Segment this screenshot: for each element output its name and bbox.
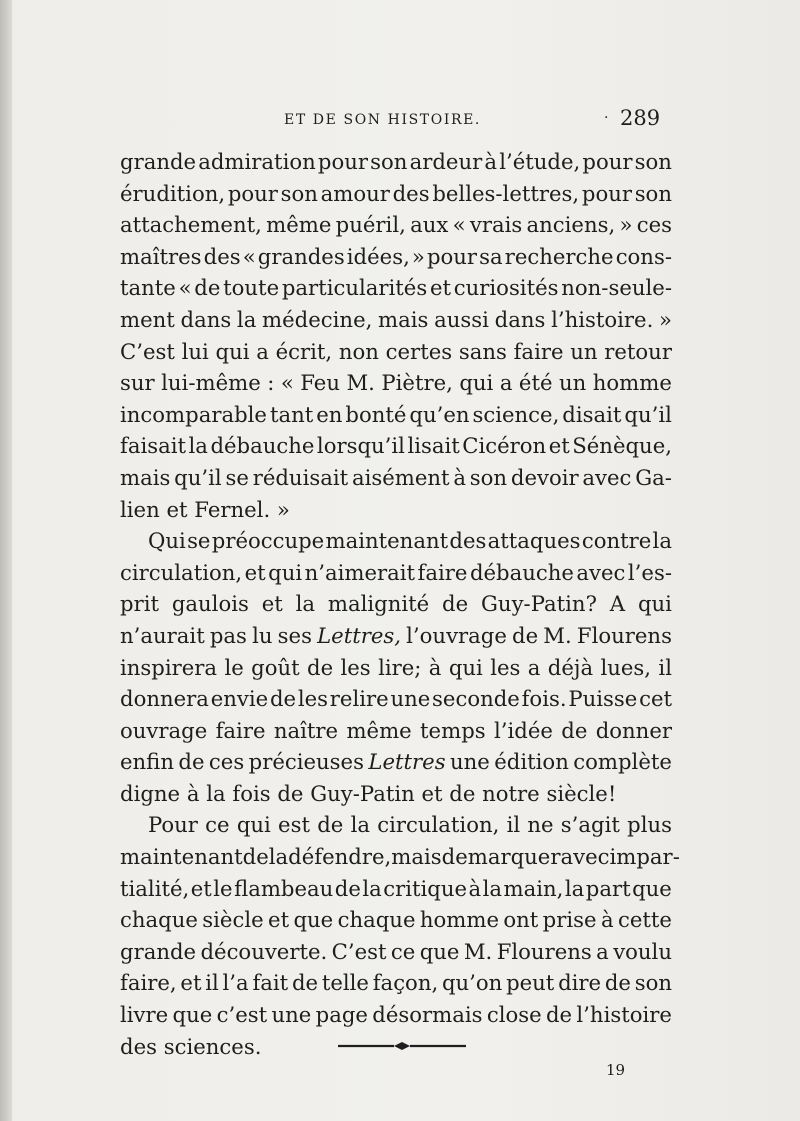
body-text <box>120 146 680 1062</box>
text-line: incomparable tant en bonté qu’en science, disait qu’il <box>120 401 672 427</box>
text-line: digne à la fois de Guy-Patin et de notre siècle! <box>120 780 617 806</box>
text-line: maîtres des « grandes idées, » pour sa recherche cons- <box>120 243 672 269</box>
text-line: maintenant de la défendre, mais de marquer avec impar- <box>120 844 680 870</box>
text-line: faire, et il l’a fait de telle façon, qu’on peut dire de son <box>120 970 672 996</box>
text-line: érudition, pour son amour des belles-lettres, pour son <box>120 180 672 206</box>
text-line: grande découverte. C’est ce que M. Flourens a voulu <box>120 938 672 964</box>
running-title: ET DE SON HISTOIRE. <box>284 112 481 128</box>
tailpiece-ornament-icon <box>338 1040 466 1052</box>
signature-mark: 19 <box>606 1061 626 1079</box>
text-line: inspirera le goût de les lire; à qui les a déjà lues, il <box>120 654 672 680</box>
text-line: ouvrage faire naître même temps l’idée de donner <box>120 717 672 743</box>
text-line: tante « de toute particularités et curiosités non-seule- <box>120 275 672 301</box>
text-line: faisait la débauche lorsqu’il lisait Cicéron et Sénèque, <box>120 433 672 459</box>
text-line: enfin de ces précieuses Lettres une édition complète <box>120 749 672 775</box>
text-line: prit gaulois et la malignité de Guy-Patin? A qui <box>120 591 672 617</box>
text-line: Qui se préoccupe maintenant des attaques contre la <box>148 528 672 554</box>
text-line: des sciences. <box>120 1033 262 1059</box>
text-line: grande admiration pour son ardeur à l’étude, pour son <box>120 149 672 174</box>
text-line: chaque siècle et que chaque homme ont prise à cette <box>120 907 672 933</box>
page-gutter <box>0 0 12 1121</box>
text-line: sur lui-même : « Feu M. Piètre, qui a été un homme <box>120 370 672 396</box>
text-line: mais qu’il se réduisait aisément à son devoir avec Ga- <box>120 464 672 490</box>
text-line: tialité, et le flambeau de la critique à la main, la part que <box>120 875 672 901</box>
text-line: ment dans la médecine, mais aussi dans l’histoire. » <box>120 306 672 332</box>
text-line: attachement, même puéril, aux « vrais anciens, » ces <box>120 212 672 238</box>
text-line: livre que c’est une page désormais close de l’histoire <box>120 1002 672 1028</box>
header-dot: · <box>604 110 609 126</box>
text-line: lien et Fernel. » <box>120 496 290 522</box>
page-number: 289 <box>620 106 661 130</box>
text-line: circulation, et qui n’aimerait faire débauche avec l’es- <box>120 559 672 585</box>
text-line: Pour ce qui est de la circulation, il ne s’agit plus <box>148 812 672 838</box>
text-line: C’est lui qui a écrit, non certes sans faire un retour <box>120 338 672 364</box>
text-line: n’aurait pas lu ses Lettres, l’ouvrage de M. Flourens <box>120 622 672 648</box>
text-line: donnera envie de les relire une seconde fois. Puisse cet <box>120 686 672 712</box>
